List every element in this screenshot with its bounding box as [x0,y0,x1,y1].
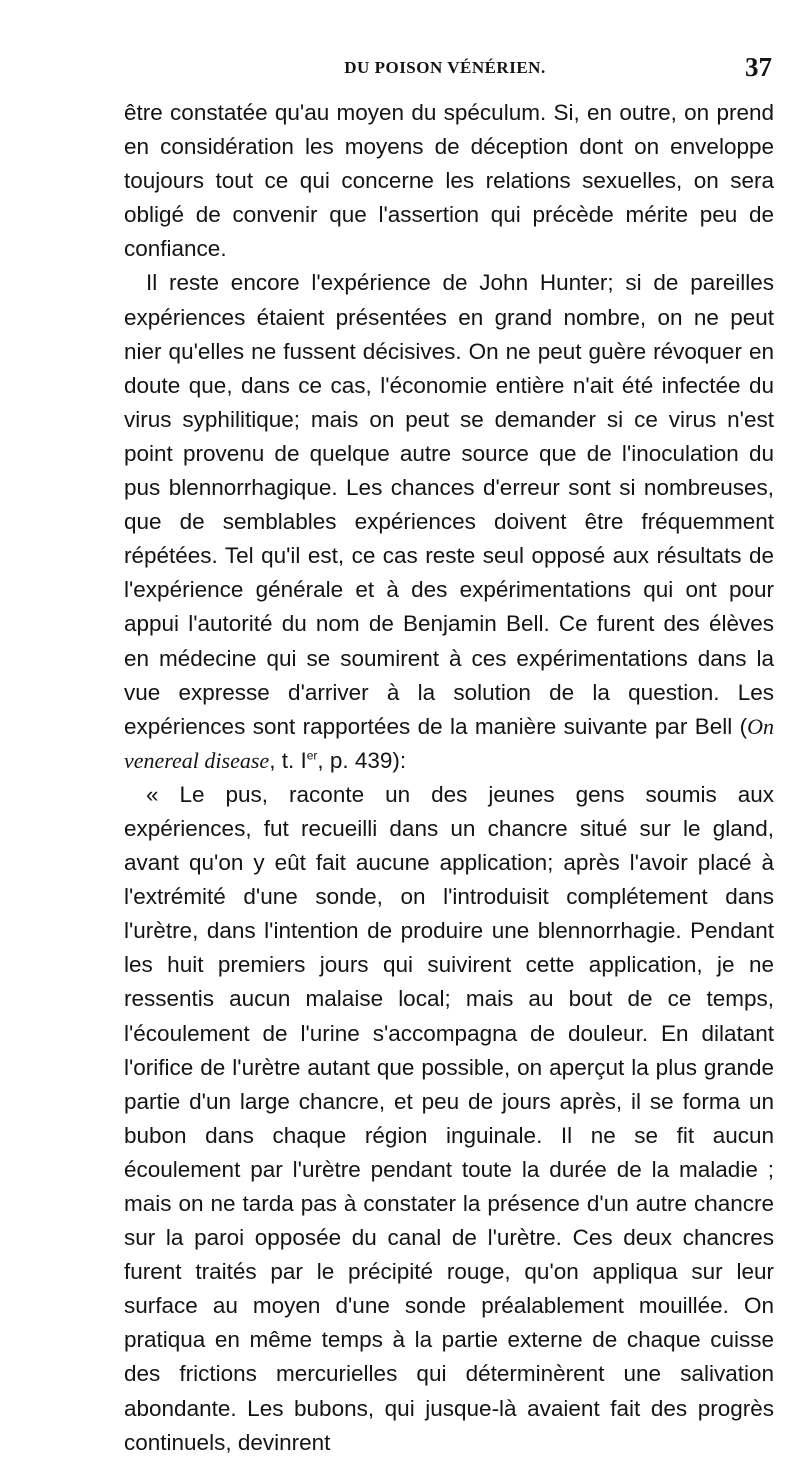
paragraph-2-text: Il reste encore l'expérience de John Hunter; si de pareilles expériences étaient présentées en grand nombre, on ne peut nier qu'elles ne fussent décisives. On ne peut guère révoquer en doute que, dans ce cas, l'économie entière n'ait été infectée du virus syphilitique; mais on peut se demander si ce virus n'est point provenu de quelque autre source que de l'inoculation du pus blennorrhagique. Les chances d'erreur sont si nombreuses, que de semblables expériences doivent être fréquemment répétées. Tel qu'il est, ce cas reste seul opposé aux résultats de l'expérience générale et à des expérimentations qui ont pour appui l'autorité du nom de Benjamin Bell. Ce furent des élèves en médecine qui se soumirent à ces expérimentations dans la vue expresse d'arriver à la solution de la question. Les expériences sont rapportées de la manière suivante par Bell ( [124,270,774,739]
citation-volume: , t. I [269,747,307,773]
body-text [124,96,774,1460]
citation-superscript: er [306,748,318,763]
citation-page: , p. 439): [317,747,407,773]
paragraph-1: être constatée qu'au moyen du spéculum. Si, en outre, on prend en considération les moyens de déception dont on enveloppe toujours tout ce qui concerne les relations sexuelles, on sera obligé de convenir que l'assertion qui précède mérite peu de confiance. [124,100,774,262]
paragraph-3-quote: « Le pus, raconte un des jeunes gens soumis aux expériences, fut recueilli dans un chancre situé sur le gland, avant qu'on y eût fait aucune application; après l'avoir placé à l'extrémité d'une sonde, on l'introduisit complétement dans l'urètre, dans l'intention de produire une blennorrhagie. Pendant les huit premiers jours qui suivirent cette application, je ne ressentis aucun malaise local; mais au bout de ce temps, l'écoulement de l'urine s'accompagna de douleur. En dilatant l'orifice de l'urètre autant que possible, on aperçut la plus grande partie d'un large chancre, et peu de jours après, il se forma un bubon dans chaque région inguinale. Il ne se fit aucun écoulement par l'urètre pendant toute la durée de la maladie ; mais on ne tarda pas à constater la présence d'un autre chancre sur la paroi opposée du canal de l'urètre. Ces deux chancres furent traités par le précipité rouge, qu'on appliqua sur leur surface au moyen d'une sonde préalablement mouillée. On pratiqua en même temps à la partie externe de chaque cuisse des frictions mercurielles qui déterminèrent une salivation abondante. Les bubons, qui jusque-là avaient fait des progrès continuels, devinrent [124,781,774,1455]
page-number: 37 [745,52,772,82]
page-header [120,52,800,86]
running-head: DU POISON VÉNÉRIEN. [344,58,546,77]
paragraph-2 [124,266,774,777]
citation-title: On venereal disease [124,713,774,773]
